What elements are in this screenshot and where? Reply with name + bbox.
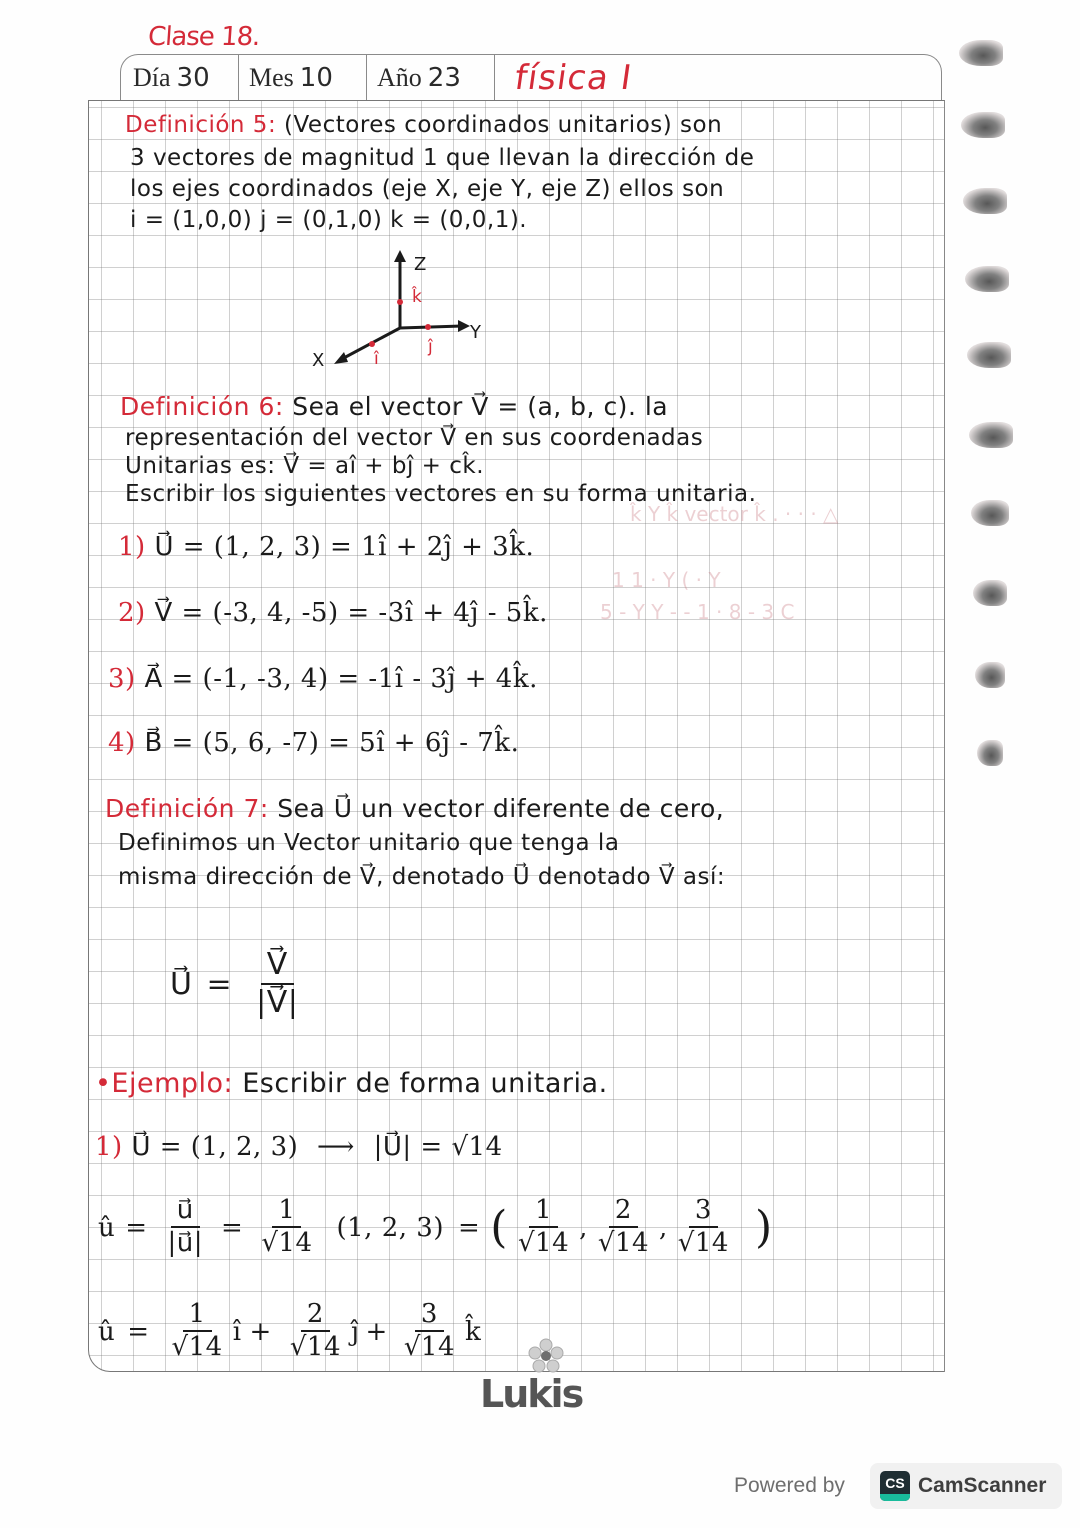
svg-text:ĵ: ĵ (428, 337, 433, 357)
spiral-hole-icon (977, 740, 1003, 766)
spiral-binding (955, 40, 1025, 800)
example-title: •Ejemplo: (95, 1068, 234, 1099)
example-step-3: û = $\frac{1}{√14}$ î + $\frac{2}{√14}$ ĵ + $\frac{3}{√14}$ k̂ (98, 1299, 482, 1362)
unit-vector-formula: U⃗ = $\frac{V⃗}{|V⃗|}$ (170, 947, 299, 1020)
bleed-through-text: 5 - Y Y - - 1 · 8 - 3 C (600, 600, 795, 624)
example-heading: •Ejemplo: Escribir de forma unitaria. (95, 1068, 608, 1099)
day-label: Día (133, 63, 171, 92)
year-cell (367, 55, 495, 101)
definition-5-title: Definición 5: (125, 112, 277, 138)
definition-5-line-1: Definición 5: (Vectores coordinados unitarios) son (125, 112, 723, 138)
coordinate-axes-diagram (290, 240, 520, 370)
year-label: Año (377, 63, 422, 92)
definition-7-line-1: Definición 7: Sea U⃗ un vector diferente de cero, (105, 794, 725, 823)
svg-text:Y: Y (470, 322, 481, 343)
spiral-hole-icon (959, 40, 1003, 66)
example-step-1: 1) U⃗ = (1, 2, 3) ⟶ |U⃗| = √14 (95, 1132, 503, 1162)
month-value: 10 (299, 63, 333, 93)
definition-6-line-4: Escribir los siguientes vectores en su forma unitaria. (125, 481, 757, 507)
powered-by-label: Powered by (734, 1474, 845, 1497)
exercise-1: 1) U⃗ = (1, 2, 3) = 1î + 2ĵ + 3k̂. (118, 532, 535, 562)
definition-6-title: Definición 6: (120, 392, 284, 421)
svg-text:X: X (312, 350, 325, 370)
example-step-2: û = $\frac{u⃗}{|u⃗|}$ = $\frac{1}{√14}$ (1, 2, 3) = ( $\frac{1}{√14}$ , $\frac{2}{√14}$ , $\frac{3}{√14}$ ) (98, 1195, 773, 1258)
camscanner-logo-icon: CS (880, 1471, 910, 1501)
spiral-hole-icon (969, 422, 1013, 448)
spiral-hole-icon (975, 662, 1005, 688)
svg-text:k̂: k̂ (412, 287, 422, 307)
definition-6-line-3: Unitarias es: V⃗ = aî + bĵ + ck̂. (125, 453, 485, 479)
definition-7-line-3: misma dirección de V⃗, denotado U⃗ denotado V⃗ así: (118, 864, 726, 890)
svg-text:î: î (374, 349, 379, 369)
spiral-hole-icon (965, 266, 1009, 292)
month-cell (239, 55, 367, 101)
spiral-hole-icon (961, 112, 1005, 138)
day-cell (121, 55, 239, 101)
exercise-3: 3) A⃗ = (-1, -3, 4) = -1î - 3ĵ + 4k̂. (108, 664, 538, 694)
bleed-through-text: k̂ Y k̂ vector k̂ . · · · △ (630, 502, 839, 526)
class-number: Clase 18. (146, 22, 261, 52)
definition-7-title: Definición 7: (105, 794, 269, 823)
year-value: 23 (427, 63, 461, 93)
definition-6-line-2: representación del vector V⃗ en sus coordenadas (125, 425, 704, 451)
camscanner-name: CamScanner (918, 1474, 1047, 1497)
month-label: Mes (249, 63, 294, 92)
definition-6-line-1: Definición 6: Sea el vector V⃗ = (a, b, c). la (120, 392, 669, 421)
definition-5-line-2: 3 vectores de magnitud 1 que llevan la dirección de (130, 145, 755, 171)
spiral-hole-icon (967, 342, 1011, 368)
definition-5-line-4: i = (1,0,0) j = (0,1,0) k = (0,0,1). (130, 207, 528, 233)
definition-7-line-2: Definimos un Vector unitario que tenga la (118, 830, 620, 856)
spiral-hole-icon (973, 580, 1007, 606)
camscanner-badge[interactable] (870, 1463, 1062, 1509)
flower-icon (528, 1338, 564, 1374)
exercise-4: 4) B⃗ = (5, 6, -7) = 5î + 6ĵ - 7k̂. (108, 728, 520, 758)
definition-5-line-3: los ejes coordinados (eje X, eje Y, eje Z) ellos son (130, 176, 725, 202)
notebook-brand-logo: Lukis (480, 1372, 583, 1416)
subject-title: física I (512, 58, 635, 98)
exercise-2: 2) V⃗ = (-3, 4, -5) = -3î + 4ĵ - 5k̂. (118, 598, 548, 628)
svg-text:Z: Z (414, 254, 427, 275)
spiral-hole-icon (963, 188, 1007, 214)
day-value: 30 (176, 63, 210, 93)
bleed-through-text: 1 1 · Y ( · Y (612, 568, 721, 592)
spiral-hole-icon (971, 500, 1009, 526)
